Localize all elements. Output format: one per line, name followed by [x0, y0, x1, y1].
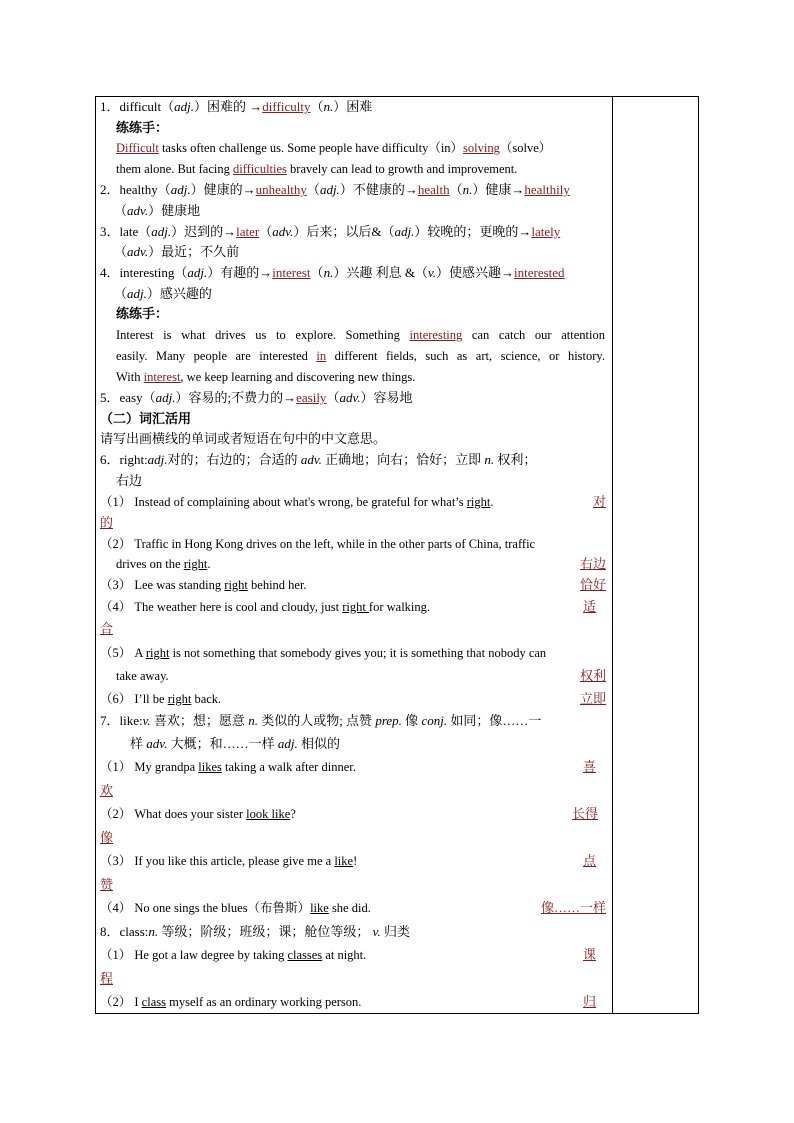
- answer-6-2: 右边: [579, 556, 606, 571]
- sentence-7-2: （2） What does your sister look like?: [100, 807, 296, 821]
- answer-7-3: 点: [582, 853, 596, 868]
- answer-6-3: 恰好: [579, 577, 606, 592]
- answer: interesting: [409, 328, 463, 342]
- answer: healthily: [524, 182, 570, 197]
- answer: lately: [531, 224, 561, 239]
- vocab-item-4-cont: （adj.）感兴趣的: [114, 286, 212, 301]
- sentence-6-2: （2） Traffic in Hong Kong drives on the left, while in the other parts of China, traffic: [100, 537, 536, 551]
- section-heading: （二）词汇活用: [100, 411, 192, 426]
- answer-7-2: 长得: [571, 806, 598, 821]
- sentence-7-4: （4） No one sings the blues（布鲁斯）like she did.: [100, 901, 371, 915]
- vocab-item-3-cont: （adv.）最近；不久前: [114, 244, 240, 259]
- word-7-definition-cont: 样 adv. 大概；和……一样 adj. 相似的: [130, 736, 340, 751]
- word-6-definition-cont: 右边: [116, 473, 143, 488]
- answer-8-2: 归: [582, 994, 596, 1009]
- answer: solving: [463, 141, 500, 155]
- vocab-item-3: 3．late（adj.）迟到的→later（adv.）后来；以后&（adj.）较晚的；更晚的→lately: [100, 224, 561, 239]
- table-column-divider: [612, 96, 613, 1014]
- answer-6-4: 适: [582, 599, 596, 614]
- answer: later: [236, 224, 260, 239]
- word-7-definition: 7．like:v. 喜欢；想；愿意 n. 类似的人或物; 点赞 prep. 像 conj. 如同；像……一: [100, 713, 542, 728]
- answer-7-2-cont: 像: [100, 830, 114, 845]
- answer-7-3-cont: 赞: [100, 877, 114, 892]
- sentence-6-6: （6） I’ll be right back.: [100, 692, 222, 706]
- answer-7-4: 像……一样: [540, 900, 606, 915]
- answer: difficulty: [262, 99, 311, 114]
- answer-6-5: 权利: [579, 668, 606, 683]
- answer-6-6: 立即: [579, 691, 606, 706]
- vocab-item-4: 4．interesting（adj.）有趣的→interest（n.）兴趣 利息 &（v.）使感兴趣→interested: [100, 265, 565, 280]
- sentence-6-5: （5） A right is not something that somebody gives you; it is something that nobody can: [100, 646, 547, 660]
- sentence-6-3: （3） Lee was standing right behind her.: [100, 578, 307, 592]
- vocab-item-1: 1．difficult（adj.）困难的 →difficulty（n.）困难: [100, 99, 373, 114]
- answer: health: [417, 182, 450, 197]
- answer: interested: [514, 265, 565, 280]
- word-8-definition: 8．class:n. 等级；阶级；班级；课；舱位等级； v. 归类: [100, 924, 410, 939]
- answer: easily: [296, 390, 327, 405]
- practice-label: 练练手：: [116, 120, 169, 135]
- answer: unhealthy: [255, 182, 307, 197]
- sentence-8-2: （2） I class myself as an ordinary working person.: [100, 995, 362, 1009]
- sentence-6-4: （4） The weather here is cool and cloudy, just right for walking.: [100, 600, 431, 614]
- word-6-definition: 6．right:adj.对的；右边的；合适的 adv. 正确地；向右；恰好；立即 n. 权利；: [100, 452, 537, 467]
- vocab-item-2-cont: （adv.）健康地: [114, 203, 201, 218]
- sentence-7-3: （3） If you like this article, please give me a like!: [100, 854, 358, 868]
- answer-8-1: 课: [582, 947, 596, 962]
- sentence-6-1: （1） Instead of complaining about what's wrong, be grateful for what’s right.: [100, 495, 494, 509]
- sentence-6-2-cont: drives on the right.: [116, 557, 211, 571]
- answer-8-1-cont: 程: [100, 971, 114, 986]
- answer-6-4-cont: 合: [100, 621, 114, 636]
- answer: interest: [143, 370, 181, 384]
- answer-7-1: 喜: [582, 759, 596, 774]
- vocab-item-2: 2．healthy（adj.）健康的→unhealthy（adj.）不健康的→health（n.）健康→healthily: [100, 182, 570, 197]
- answer-6-1-cont: 的: [100, 515, 114, 530]
- practice-line: them alone. But facing difficulties bravely can lead to growth and improvement.: [116, 162, 518, 176]
- practice-line: Difficult tasks often challenge us. Some people have difficulty（in）solving（solve）: [116, 141, 552, 155]
- answer: difficulties: [232, 162, 287, 176]
- practice-label: 练练手：: [116, 306, 169, 321]
- section-instruction: 请写出画横线的单词或者短语在句中的中文意思。: [100, 431, 387, 446]
- sentence-6-5-cont: take away.: [116, 669, 169, 683]
- practice-line: easily. Many people are interested in different fields, such as art, science, or history.: [116, 349, 605, 363]
- sentence-8-1: （1） He got a law degree by taking classes at night.: [100, 948, 367, 962]
- sentence-7-1: （1） My grandpa likes taking a walk after dinner.: [100, 760, 356, 774]
- answer-6-1: 对: [592, 494, 606, 509]
- practice-line: Interest is what drives us to explore. Something interesting can catch our attention: [116, 328, 605, 342]
- answer-7-1-cont: 欢: [100, 783, 114, 798]
- answer: in: [316, 349, 327, 363]
- practice-line: With interest, we keep learning and discovering new things.: [116, 370, 416, 384]
- answer: Difficult: [116, 141, 159, 155]
- answer: interest: [272, 265, 311, 280]
- vocab-item-5: 5．easy（adj.）容易的;不费力的→easily（adv.）容易地: [100, 390, 413, 405]
